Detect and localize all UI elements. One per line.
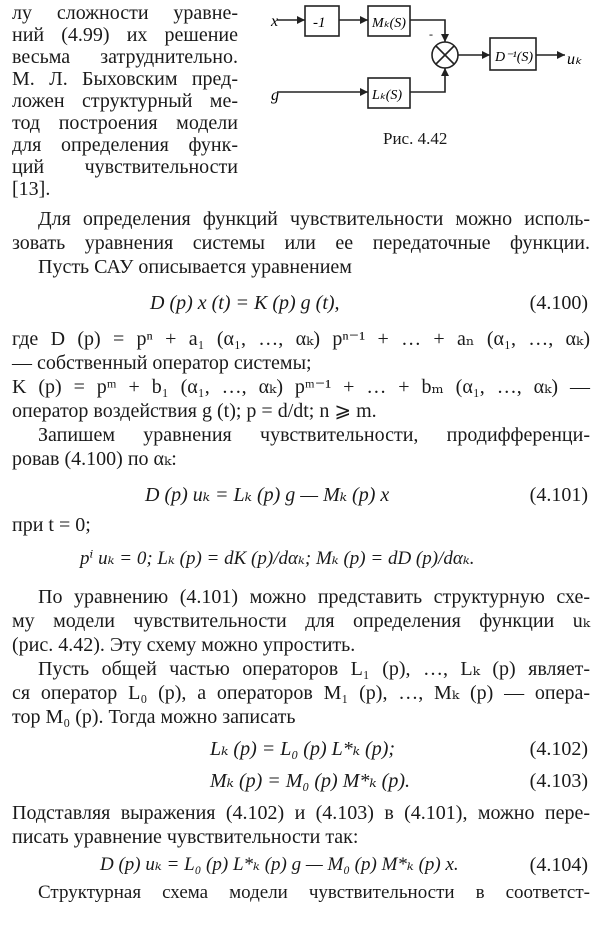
text-line: писать уравнение чувствительности так: — [12, 826, 359, 848]
text-line: ложен структурный ме- — [12, 90, 238, 112]
text-line: Пусть САУ описывается уравнением — [38, 256, 352, 278]
text-line: тор M₀ (p). Тогда можно записать — [12, 706, 296, 728]
text-line: весьма затруднительно. — [12, 46, 238, 68]
text-line: Запишем уравнения чувствительности, продифференци- — [38, 424, 590, 446]
text-line: лу сложности уравне- — [12, 2, 238, 24]
text-line: оператор воздействия g (t); p = d/dt; n ⩾ m. — [12, 400, 377, 422]
text-line: ний (4.99) их решение — [12, 24, 238, 46]
equation: Lₖ (p) = L₀ (p) L*ₖ (p); — [210, 738, 396, 760]
input-x-label: x — [271, 13, 279, 30]
equation-number: (4.101) — [529, 484, 588, 506]
block-l-label: Lₖ(S) — [372, 88, 403, 103]
text-line: му модели чувствительности для определения функции uₖ — [12, 610, 590, 632]
block-neg-label: -1 — [313, 15, 326, 31]
text-line: тод построения модели — [12, 112, 238, 134]
equation-number: (4.103) — [529, 770, 588, 792]
text-line: K (p) = pᵐ + b₁ (α₁, …, αₖ) pᵐ⁻¹ + … + bₘ (α₁, …, αₖ) — — [12, 376, 590, 398]
block-d-label: D⁻¹(S) — [495, 50, 534, 65]
text-line: Для определения функций чувствительности можно исполь- — [38, 208, 590, 230]
block-m-label: Mₖ(S) — [372, 16, 406, 31]
text-line: [13]. — [12, 178, 51, 200]
text-line: ся оператор L₀ (p), а операторов M₁ (p), …, Mₖ (p) — опера- — [12, 682, 590, 704]
equation: D (p) x (t) = K (p) g (t), — [150, 292, 340, 314]
equation: Mₖ (p) = M₀ (p) M*ₖ (p). — [210, 770, 410, 792]
equation: pⁱ uₖ = 0; Lₖ (p) = dK (p)/dαₖ; Mₖ (p) = dD (p)/dαₖ. — [80, 548, 475, 569]
text-line: Пусть общей частью операторов L₁ (p), …, Lₖ (p) являет- — [38, 658, 590, 680]
text-line: — собственный оператор системы; — [12, 352, 312, 374]
equation: D (p) uₖ = L₀ (p) L*ₖ (p) g — M₀ (p) M*ₖ (p) x. — [100, 854, 459, 875]
text-line: Структурная схема модели чувствительности в соответст- — [38, 882, 590, 903]
output-label: uₖ — [567, 51, 582, 68]
figure-caption: Рис. 4.42 — [383, 129, 448, 148]
text-line: для определения функ- — [12, 134, 238, 156]
text-line: Подставляя выражения (4.102) и (4.103) в (4.101), можно пере- — [12, 802, 590, 824]
equation: D (p) uₖ = Lₖ (p) g — Mₖ (p) x — [145, 484, 390, 506]
text-line: М. Л. Быховским пред- — [12, 68, 238, 90]
text-line: при t = 0; — [12, 514, 91, 536]
input-g-label: g — [271, 87, 279, 104]
equation-number: (4.100) — [529, 292, 588, 314]
text-line: ровав (4.100) по αₖ: — [12, 448, 177, 470]
text-line: (рис. 4.42). Эту схему можно упростить. — [12, 634, 356, 656]
block-diagram — [265, 0, 595, 125]
text-line: зовать уравнения системы или ее передаточные функции. — [12, 232, 590, 254]
equation-number: (4.104) — [529, 854, 588, 876]
equation-number: (4.102) — [529, 738, 588, 760]
plus-sign: - — [429, 27, 433, 41]
text-line: где D (p) = pⁿ + a₁ (α₁, …, αₖ) pⁿ⁻¹ + … + aₙ (α₁, …, αₖ) — [12, 328, 590, 350]
text-line: По уравнению (4.101) можно представить структурную схе- — [38, 586, 590, 608]
text-line: ций чувствительности — [12, 156, 238, 178]
